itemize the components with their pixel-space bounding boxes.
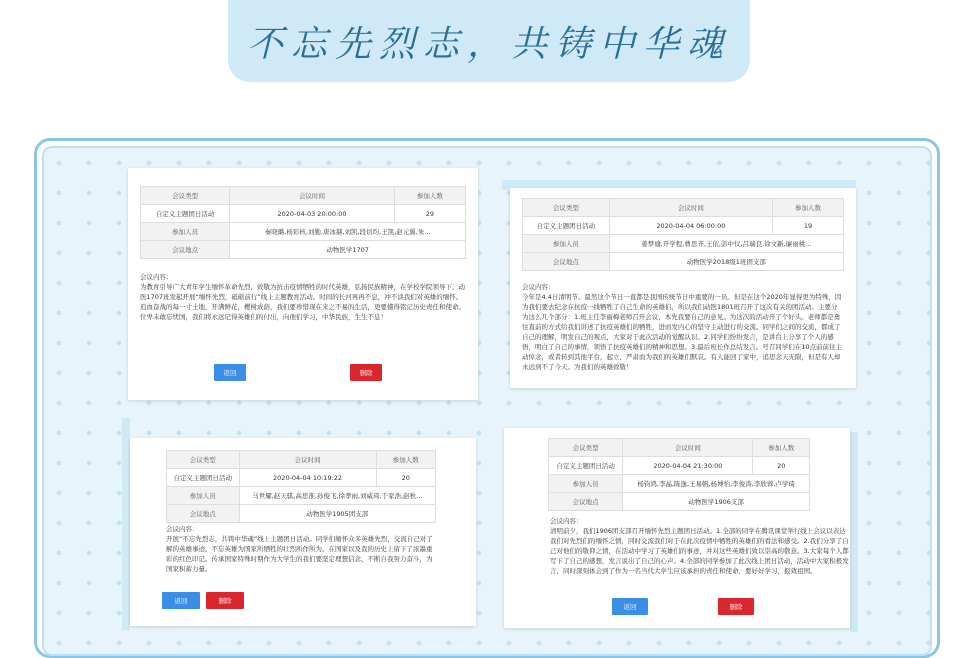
participants-value: 姜梦瑜,开学程,曹思齐,王依,彭中仪,吕瑞良,徐文新,廉雨桃... [609,235,843,253]
table-header-row [523,199,844,217]
table-row [523,235,844,253]
location-label: 会议地点 [167,505,240,523]
table-row [549,493,810,511]
meeting-count: 19 [773,217,844,235]
table-row [167,469,436,487]
header-type: 会议类型 [141,187,230,205]
meeting-time: 2020-04-03 20:00:00 [230,205,394,223]
meeting-time: 2020-04-04 21:30:00 [623,457,753,475]
location-value: 动物医学1707 [230,241,466,259]
content-text: 为教育引导广大青年学生缅怀革命先烈，致敬为抗击疫情牺牲的时代英雄，弘扬民族精神，在学校学院领导下，动医1707班发起开展“缅怀先烈，砥砺前行”线上主题教育活动。时间的长河再再不息，冲不淡我们对英雄的缅怀。追血奋战的每一寸土地，开满鲜花，樱树成荫，我们要珍惜现在来之不易的生活，更要懂得铭记历史责任和使命。位卑未敢忘忧国，我们将永远记得英雄们的付出，向他们学习，中华民族，生生不息！ [140,283,465,321]
card-accent-strip [122,418,130,630]
header-count: 参加人数 [394,187,465,205]
meeting-info-table [140,186,466,259]
table-row [549,475,810,493]
header-time: 会议时间 [230,187,394,205]
meeting-count: 29 [394,205,465,223]
participants-label: 参加人员 [523,235,610,253]
delete-button[interactable]: 删除 [718,598,754,615]
participants-value: 马世耀,赵天骐,高思淮,孙俊飞,徐孝雨,刘威琦,于家浩,赵秋... [239,487,435,505]
page-title: 不忘先烈志，共铸中华魂 [246,23,731,65]
location-value: 动物医学1906支部 [623,493,810,511]
location-value: 动物医学1905团支部 [239,505,435,523]
delete-button[interactable]: 删除 [206,592,244,609]
meeting-card-1 [128,168,478,400]
table-row [141,205,466,223]
meeting-time: 2020-04-04 10:19:22 [239,469,376,487]
content-label: 会议内容： [166,525,199,533]
location-label: 会议地点 [523,253,610,271]
header-type: 会议类型 [523,199,610,217]
meeting-type: 自定义主题团日活动 [141,205,230,223]
table-header-row [141,187,466,205]
card-accent-strip [850,432,858,632]
meeting-info-table [548,438,810,511]
meeting-card-2 [510,188,856,388]
table-row [167,505,436,523]
content-text: 今年是4.4日清明节。最然这个节日一直都是我国传统节日中重要的一员。但是在这个2020年显得更为特殊，因为我们要去纪念在抗疫一线牺牲了自己生命的英雄们，所以我们动医1801班召开了这次有关的团活动。主要分为这么几个部分：1.班主任李丽梅老师召开会议，本先我要自己的意见。为这次的活动开了个好头。老师都是勇往直前的方式给我们讲述了抗疫英雄们的牺牲，进而发内心的坚守主动进行的交流。同学们之间的交流，都成了自己的理解，明发自己的观点，大家对于此次活动的觉醒认识。2.同学们纷纷发言，是讲台上分享了个人的感悟，明白了自己的事情，领悟了抗疫英雄们的精神和思想。3.最后班长作总结发言。号召同学们在10点前前往主动悼念，或者转到其他平台，起立，严肃而为我们的英雄们默哀。有人能回了家中，追思念天无限，但是有人却永远到不了今天。为我们的英雄致敬！ [522,293,842,371]
delete-button[interactable]: 删除 [350,364,382,381]
participants-value: 杨钧鸿,李晶,陈逸,王易帆,杨博怡,李俊涛,李欣蓉,卢学琦 [623,475,810,493]
back-button[interactable]: 返回 [612,598,648,615]
meeting-type: 自定义主题团日活动 [549,457,623,475]
header-time: 会议时间 [623,439,753,457]
content-text: 清明前夕，我们1906团支部召开缅怀先烈主题团日活动。1.全部的同学在腾讯课堂举行线上会议以表达我们对先烈们的缅怀之情，同时交流我们对于在此次疫情中牺牲的英雄们的看法和感受。2.我们分享了自己对他们的敬仰之情，在活动中学习了英雄们的事迹，并对这些英雄们致以崇高的敬意。3.大家每个人都写下了自己的感想，发言说出了自己的心声。4.全部的同学参加了此次线上团日活动，活动中大家积极发言，同时深刻体会到了作为一名当代大学生应该承担的责任和使命，要好好学习，报效祖国。 [550,527,849,575]
table-row [549,457,810,475]
header-count: 参加人数 [753,439,810,457]
location-value: 动物医学2018级1班团支部 [609,253,843,271]
table-row [141,241,466,259]
meeting-count: 20 [376,469,435,487]
table-row [141,223,466,241]
meeting-info-table [522,198,844,271]
meeting-count: 20 [753,457,810,475]
back-button[interactable]: 返回 [162,592,200,609]
table-header-row [549,439,810,457]
meeting-type: 自定义主题团日活动 [167,469,240,487]
header-type: 会议类型 [549,439,623,457]
participants-label: 参加人员 [167,487,240,505]
location-label: 会议地点 [549,493,623,511]
participants-value: 秦晓璐,杨彩核,刘勤,唐冰赫,刘凯,段切均,王凯,赵元翼,朱... [230,223,466,241]
meeting-info-table [166,450,436,523]
content-label: 会议内容： [550,517,583,525]
participants-label: 参加人员 [141,223,230,241]
location-label: 会议地点 [141,241,230,259]
meeting-type: 自定义主题团日活动 [523,217,610,235]
header-time: 会议时间 [609,199,772,217]
content-text: 开展“不忘先烈志，共铸中华魂”线上主题团日活动。同学们缅怀众多英雄先烈，交流自己对了解的英雄事迹。不忘英雄为国家所牺牲的壮烈所作所为。在国家以及我的历史上留下了浓墨重彩的红色印记。传承国家特殊时期作为大学生的我们要坚定理想信念、不断自我努力奋斗，为国家积蓄力量。 [166,535,433,573]
meeting-time: 2020-04-04 06:00:00 [609,217,772,235]
table-row [523,217,844,235]
header-count: 参加人数 [773,199,844,217]
table-header-row [167,451,436,469]
header-time: 会议时间 [239,451,376,469]
title-banner [228,0,750,82]
header-count: 参加人数 [376,451,435,469]
meeting-card-3 [130,438,476,626]
meeting-card-4 [504,428,850,628]
table-row [523,253,844,271]
back-button[interactable]: 返回 [214,364,246,381]
header-type: 会议类型 [167,451,240,469]
content-label: 会议内容： [140,273,173,281]
table-row [167,487,436,505]
participants-label: 参加人员 [549,475,623,493]
content-label: 会议内容： [522,283,555,291]
